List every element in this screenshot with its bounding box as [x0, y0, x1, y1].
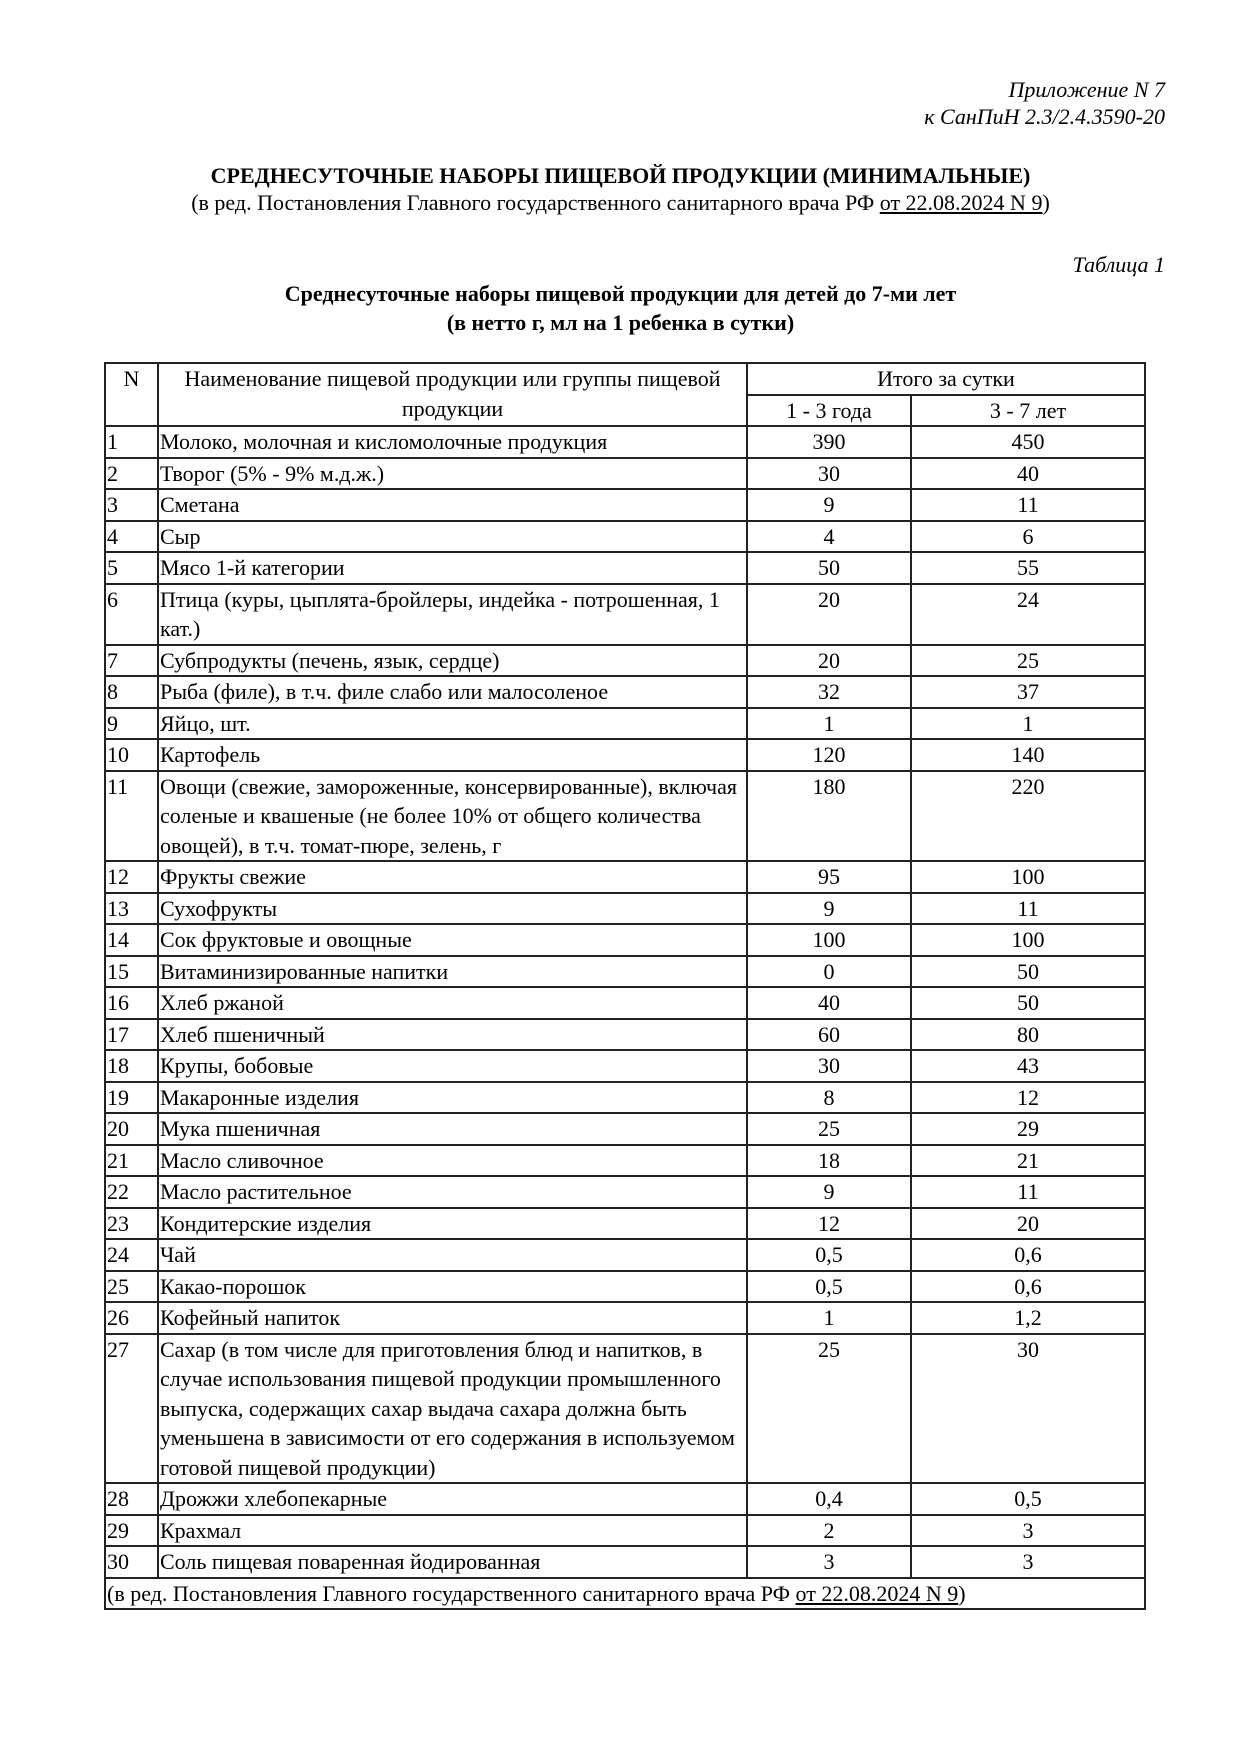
- table-row: [105, 584, 1145, 645]
- row-number: 4: [105, 521, 158, 553]
- row-value-age-1-3: 9: [747, 893, 911, 925]
- row-value-age-1-3: 20: [747, 584, 911, 645]
- row-number: 3: [105, 489, 158, 521]
- row-value-age-3-7: 220: [911, 771, 1145, 862]
- row-number: 13: [105, 893, 158, 925]
- row-value-age-3-7: 12: [911, 1082, 1145, 1114]
- table-row: [105, 893, 1145, 925]
- row-product-name: Витаминизированные напитки: [158, 956, 747, 988]
- row-number: 24: [105, 1239, 158, 1271]
- row-value-age-1-3: 18: [747, 1145, 911, 1177]
- row-number: 18: [105, 1050, 158, 1082]
- row-value-age-1-3: 25: [747, 1113, 911, 1145]
- column-header-age-3-7: 3 - 7 лет: [911, 395, 1145, 427]
- row-value-age-1-3: 40: [747, 987, 911, 1019]
- row-value-age-3-7: 80: [911, 1019, 1145, 1051]
- row-product-name: Хлеб ржаной: [158, 987, 747, 1019]
- row-product-name: Чай: [158, 1239, 747, 1271]
- row-value-age-3-7: 43: [911, 1050, 1145, 1082]
- table-title-line1: Среднесуточные наборы пищевой продукции для детей до 7-ми лет: [284, 281, 957, 306]
- row-value-age-3-7: 11: [911, 893, 1145, 925]
- revision-link[interactable]: от 22.08.2024 N 9: [879, 190, 1043, 215]
- row-product-name: Крахмал: [158, 1515, 747, 1547]
- table-row: [105, 1302, 1145, 1334]
- table-row: [105, 1145, 1145, 1177]
- row-number: 14: [105, 924, 158, 956]
- row-value-age-3-7: 50: [911, 987, 1145, 1019]
- row-value-age-3-7: 3: [911, 1515, 1145, 1547]
- row-value-age-3-7: 100: [911, 861, 1145, 893]
- table-row: [105, 708, 1145, 740]
- food-norms-table: [104, 362, 1146, 1610]
- row-product-name: Картофель: [158, 739, 747, 771]
- table-row: [105, 771, 1145, 862]
- row-value-age-3-7: 20: [911, 1208, 1145, 1240]
- table-row: [105, 1208, 1145, 1240]
- row-product-name: Сахар (в том числе для приготовления блюд и напитков, в случае использования пищевой продукции промышленного выпуска, содержащих сахар выдача сахара должна быть уменьшена в зависимости от его содержания в используемом готовой пищевой продукции): [158, 1334, 747, 1484]
- column-header-total: Итого за сутки: [747, 363, 1145, 395]
- table-row: [105, 956, 1145, 988]
- row-number: 17: [105, 1019, 158, 1051]
- row-value-age-1-3: 120: [747, 739, 911, 771]
- table-row: [105, 1271, 1145, 1303]
- row-product-name: Масло растительное: [158, 1176, 747, 1208]
- table-row: [105, 1019, 1145, 1051]
- row-value-age-3-7: 100: [911, 924, 1145, 956]
- row-product-name: Хлеб пшеничный: [158, 1019, 747, 1051]
- row-value-age-3-7: 55: [911, 552, 1145, 584]
- row-product-name: Макаронные изделия: [158, 1082, 747, 1114]
- row-product-name: Рыба (филе), в т.ч. филе слабо или малосоленое: [158, 676, 747, 708]
- row-value-age-3-7: 50: [911, 956, 1145, 988]
- row-value-age-3-7: 37: [911, 676, 1145, 708]
- table-row: [105, 521, 1145, 553]
- row-product-name: Кондитерские изделия: [158, 1208, 747, 1240]
- row-value-age-1-3: 0,5: [747, 1239, 911, 1271]
- row-number: 10: [105, 739, 158, 771]
- table-row: [105, 987, 1145, 1019]
- row-value-age-3-7: 140: [911, 739, 1145, 771]
- row-product-name: Крупы, бобовые: [158, 1050, 747, 1082]
- row-number: 16: [105, 987, 158, 1019]
- row-value-age-1-3: 9: [747, 489, 911, 521]
- row-value-age-1-3: 12: [747, 1208, 911, 1240]
- table-title: [0, 279, 1241, 337]
- row-product-name: Овощи (свежие, замороженные, консервированные), включая соленые и квашеные (не более 10% от общего количества овощей), в т.ч. томат-пюре, зелень, г: [158, 771, 747, 862]
- row-value-age-1-3: 50: [747, 552, 911, 584]
- row-value-age-1-3: 2: [747, 1515, 911, 1547]
- row-product-name: Масло сливочное: [158, 1145, 747, 1177]
- row-number: 19: [105, 1082, 158, 1114]
- row-product-name: Соль пищевая поваренная йодированная: [158, 1546, 747, 1578]
- row-value-age-3-7: 1,2: [911, 1302, 1145, 1334]
- row-value-age-1-3: 32: [747, 676, 911, 708]
- row-number: 1: [105, 426, 158, 458]
- row-value-age-3-7: 40: [911, 458, 1145, 490]
- table-label: Таблица 1: [1072, 252, 1165, 277]
- row-value-age-3-7: 0,6: [911, 1239, 1145, 1271]
- row-number: 25: [105, 1271, 158, 1303]
- row-value-age-1-3: 20: [747, 645, 911, 677]
- row-value-age-1-3: 0,4: [747, 1483, 911, 1515]
- row-value-age-1-3: 3: [747, 1546, 911, 1578]
- table-row: [105, 1515, 1145, 1547]
- row-number: 29: [105, 1515, 158, 1547]
- table-row: [105, 1546, 1145, 1578]
- table-row: [105, 861, 1145, 893]
- row-value-age-1-3: 30: [747, 458, 911, 490]
- row-product-name: Дрожжи хлебопекарные: [158, 1483, 747, 1515]
- table-revision-note: [105, 1578, 1145, 1610]
- row-product-name: Фрукты свежие: [158, 861, 747, 893]
- table-title-line2: (в нетто г, мл на 1 ребенка в сутки): [446, 310, 795, 335]
- row-value-age-1-3: 180: [747, 771, 911, 862]
- table-row: [105, 1176, 1145, 1208]
- row-value-age-3-7: 29: [911, 1113, 1145, 1145]
- row-number: 7: [105, 645, 158, 677]
- row-value-age-3-7: 3: [911, 1546, 1145, 1578]
- row-value-age-1-3: 1: [747, 1302, 911, 1334]
- row-number: 15: [105, 956, 158, 988]
- revision-note: [0, 190, 1241, 216]
- row-value-age-1-3: 60: [747, 1019, 911, 1051]
- row-product-name: Яйцо, шт.: [158, 708, 747, 740]
- table-row: [105, 1082, 1145, 1114]
- table-row: [105, 552, 1145, 584]
- table-row: [105, 426, 1145, 458]
- row-number: 2: [105, 458, 158, 490]
- column-header-n: N: [105, 363, 158, 426]
- row-number: 12: [105, 861, 158, 893]
- table-row: [105, 645, 1145, 677]
- appendix-number: Приложение N 7: [1008, 77, 1165, 102]
- table-row: [105, 1113, 1145, 1145]
- table-row: [105, 1483, 1145, 1515]
- row-value-age-1-3: 30: [747, 1050, 911, 1082]
- row-value-age-3-7: 0,5: [911, 1483, 1145, 1515]
- row-value-age-1-3: 25: [747, 1334, 911, 1484]
- table-row: [105, 1239, 1145, 1271]
- row-product-name: Сыр: [158, 521, 747, 553]
- table-row: [105, 1050, 1145, 1082]
- row-number: 11: [105, 771, 158, 862]
- row-number: 5: [105, 552, 158, 584]
- row-product-name: Птица (куры, цыплята-бройлеры, индейка - потрошенная, 1 кат.): [158, 584, 747, 645]
- row-value-age-1-3: 9: [747, 1176, 911, 1208]
- row-value-age-1-3: 95: [747, 861, 911, 893]
- table-revision-text: (в ред. Постановления Главного государственного санитарного врача РФ: [107, 1580, 796, 1606]
- table-revision-close: ): [958, 1580, 966, 1606]
- table-row: [105, 924, 1145, 956]
- row-product-name: Сметана: [158, 489, 747, 521]
- row-product-name: Сок фруктовые и овощные: [158, 924, 747, 956]
- revision-note-close: ): [1042, 190, 1050, 215]
- column-header-name: Наименование пищевой продукции или группы пищевой продукции: [158, 363, 747, 426]
- row-value-age-3-7: 24: [911, 584, 1145, 645]
- row-product-name: Мука пшеничная: [158, 1113, 747, 1145]
- row-value-age-3-7: 1: [911, 708, 1145, 740]
- row-product-name: Какао-порошок: [158, 1271, 747, 1303]
- row-number: 8: [105, 676, 158, 708]
- table-row: [105, 676, 1145, 708]
- revision-note-text: (в ред. Постановления Главного государственного санитарного врача РФ: [191, 190, 880, 215]
- table-row: [105, 489, 1145, 521]
- row-number: 21: [105, 1145, 158, 1177]
- row-value-age-1-3: 100: [747, 924, 911, 956]
- row-value-age-3-7: 21: [911, 1145, 1145, 1177]
- row-value-age-3-7: 0,6: [911, 1271, 1145, 1303]
- table-row: [105, 739, 1145, 771]
- row-number: 28: [105, 1483, 158, 1515]
- row-product-name: Творог (5% - 9% м.д.ж.): [158, 458, 747, 490]
- row-number: 6: [105, 584, 158, 645]
- page-title: СРЕДНЕСУТОЧНЫЕ НАБОРЫ ПИЩЕВОЙ ПРОДУКЦИИ (МИНИМАЛЬНЫЕ): [210, 163, 1031, 188]
- row-value-age-3-7: 25: [911, 645, 1145, 677]
- table-row: [105, 1334, 1145, 1484]
- row-product-name: Молоко, молочная и кисломолочные продукция: [158, 426, 747, 458]
- row-product-name: Сухофрукты: [158, 893, 747, 925]
- row-value-age-3-7: 11: [911, 489, 1145, 521]
- row-value-age-1-3: 1: [747, 708, 911, 740]
- row-product-name: Субпродукты (печень, язык, сердце): [158, 645, 747, 677]
- table-revision-link[interactable]: от 22.08.2024 N 9: [795, 1580, 959, 1606]
- row-product-name: Кофейный напиток: [158, 1302, 747, 1334]
- row-value-age-3-7: 30: [911, 1334, 1145, 1484]
- row-value-age-1-3: 0,5: [747, 1271, 911, 1303]
- row-number: 20: [105, 1113, 158, 1145]
- column-header-age-1-3: 1 - 3 года: [747, 395, 911, 427]
- row-value-age-3-7: 11: [911, 1176, 1145, 1208]
- row-product-name: Мясо 1-й категории: [158, 552, 747, 584]
- row-value-age-1-3: 4: [747, 521, 911, 553]
- row-number: 22: [105, 1176, 158, 1208]
- row-value-age-1-3: 8: [747, 1082, 911, 1114]
- appendix-reference: [924, 76, 1165, 130]
- row-number: 27: [105, 1334, 158, 1484]
- row-number: 9: [105, 708, 158, 740]
- row-value-age-1-3: 0: [747, 956, 911, 988]
- row-number: 23: [105, 1208, 158, 1240]
- table-row: [105, 458, 1145, 490]
- row-number: 30: [105, 1546, 158, 1578]
- appendix-regulation: к СанПиН 2.3/2.4.3590-20: [924, 104, 1165, 129]
- row-value-age-1-3: 390: [747, 426, 911, 458]
- row-number: 26: [105, 1302, 158, 1334]
- row-value-age-3-7: 450: [911, 426, 1145, 458]
- row-value-age-3-7: 6: [911, 521, 1145, 553]
